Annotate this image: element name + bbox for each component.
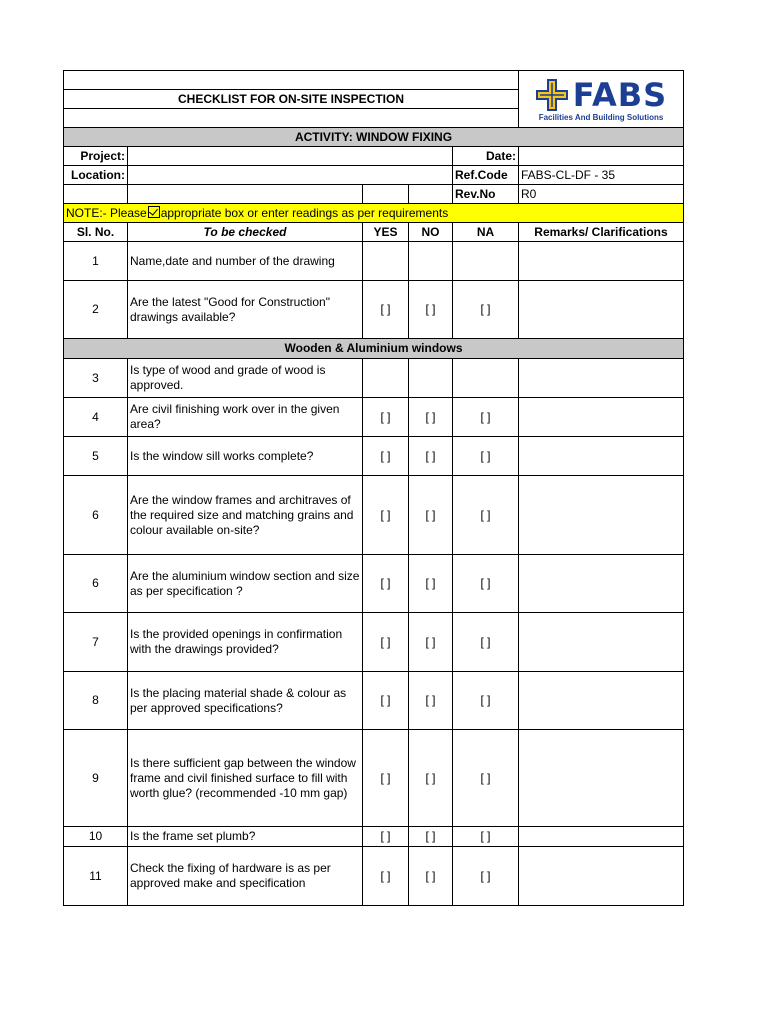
table-row — [64, 555, 684, 613]
location-label: Location: — [64, 166, 128, 185]
sl-number: 8 — [64, 672, 128, 730]
no-checkbox[interactable]: [ ] — [409, 827, 453, 847]
revno-label: Rev.No — [453, 185, 519, 204]
yes-checkbox[interactable]: [ ] — [363, 827, 409, 847]
na-checkbox[interactable]: [ ] — [453, 281, 519, 339]
col-header-item: To be checked — [128, 223, 363, 242]
refcode-value: FABS-CL-DF - 35 — [519, 166, 684, 185]
no-checkbox[interactable]: [ ] — [409, 672, 453, 730]
col-header-na: NA — [453, 223, 519, 242]
yes-checkbox[interactable]: [ ] — [363, 437, 409, 476]
col-header-sl: Sl. No. — [64, 223, 128, 242]
yes-checkbox[interactable] — [363, 242, 409, 281]
no-checkbox[interactable] — [409, 359, 453, 398]
table-row — [64, 827, 684, 847]
col-header-remarks: Remarks/ Clarifications — [519, 223, 684, 242]
blank-cell — [128, 185, 363, 204]
no-checkbox[interactable]: [ ] — [409, 730, 453, 827]
logo-wordmark: FABS — [572, 75, 668, 114]
table-row — [64, 613, 684, 672]
check-item-text: Is the window sill works complete? — [128, 437, 363, 476]
na-checkbox[interactable]: [ ] — [453, 398, 519, 437]
yes-checkbox[interactable]: [ ] — [363, 281, 409, 339]
date-field[interactable] — [519, 147, 684, 166]
sl-number: 7 — [64, 613, 128, 672]
remarks-field[interactable] — [519, 398, 684, 437]
na-checkbox[interactable]: [ ] — [453, 476, 519, 555]
na-checkbox[interactable] — [453, 242, 519, 281]
table-row — [64, 476, 684, 555]
check-item-text: Is the placing material shade & colour as per approved specifications? — [128, 672, 363, 730]
remarks-field[interactable] — [519, 827, 684, 847]
checkbox-checked-icon — [148, 206, 160, 218]
no-checkbox[interactable]: [ ] — [409, 281, 453, 339]
sl-number: 2 — [64, 281, 128, 339]
no-checkbox[interactable]: [ ] — [409, 476, 453, 555]
remarks-field[interactable] — [519, 730, 684, 827]
note-suffix: appropriate box or enter readings as per requirements — [160, 205, 449, 220]
remarks-field[interactable] — [519, 672, 684, 730]
activity-title: ACTIVITY: WINDOW FIXING — [64, 128, 684, 147]
check-item-text: Are the aluminium window section and size as per specification ? — [128, 555, 363, 613]
col-header-yes: YES — [363, 223, 409, 242]
remarks-field[interactable] — [519, 555, 684, 613]
na-checkbox[interactable]: [ ] — [453, 437, 519, 476]
yes-checkbox[interactable]: [ ] — [363, 847, 409, 906]
na-checkbox[interactable]: [ ] — [453, 827, 519, 847]
table-row — [64, 359, 684, 398]
check-item-text: Are the window frames and architraves of the required size and matching grains and colour available on-site? — [128, 476, 363, 555]
remarks-field[interactable] — [519, 437, 684, 476]
remarks-field[interactable] — [519, 476, 684, 555]
note-row — [64, 204, 684, 223]
na-checkbox[interactable]: [ ] — [453, 730, 519, 827]
remarks-field[interactable] — [519, 359, 684, 398]
sl-number: 5 — [64, 437, 128, 476]
project-label: Project: — [64, 147, 128, 166]
check-item-text: Name,date and number of the drawing — [128, 242, 363, 281]
na-checkbox[interactable]: [ ] — [453, 555, 519, 613]
header-blank-row-bottom — [64, 109, 519, 128]
check-item-text: Is there sufficient gap between the window frame and civil finished surface to fill with worth glue? (recommended -10 mm gap) — [128, 730, 363, 827]
yes-checkbox[interactable]: [ ] — [363, 730, 409, 827]
checklist-rows-bottom — [64, 359, 684, 906]
no-checkbox[interactable]: [ ] — [409, 847, 453, 906]
refcode-label: Ref.Code — [453, 166, 519, 185]
yes-checkbox[interactable]: [ ] — [363, 476, 409, 555]
na-checkbox[interactable] — [453, 359, 519, 398]
yes-checkbox[interactable]: [ ] — [363, 398, 409, 437]
inspection-checklist — [63, 70, 684, 906]
sl-number: 1 — [64, 242, 128, 281]
header-blank-row-top — [64, 71, 519, 90]
sl-number: 4 — [64, 398, 128, 437]
check-item-text: Is the provided openings in confirmation with the drawings provided? — [128, 613, 363, 672]
remarks-field[interactable] — [519, 281, 684, 339]
no-checkbox[interactable] — [409, 242, 453, 281]
note-prefix: NOTE:- Please — [66, 205, 147, 220]
table-row — [64, 281, 684, 339]
table-row — [64, 398, 684, 437]
na-checkbox[interactable]: [ ] — [453, 613, 519, 672]
cross-logo-icon — [535, 78, 569, 112]
check-item-text: Is the frame set plumb? — [128, 827, 363, 847]
checklist-rows-top — [64, 242, 684, 339]
blank-cell — [64, 185, 128, 204]
sl-number: 3 — [64, 359, 128, 398]
revno-value: R0 — [519, 185, 684, 204]
na-checkbox[interactable]: [ ] — [453, 847, 519, 906]
sl-number: 10 — [64, 827, 128, 847]
yes-checkbox[interactable]: [ ] — [363, 613, 409, 672]
table-row — [64, 730, 684, 827]
date-label: Date: — [453, 147, 519, 166]
check-item-text: Is type of wood and grade of wood is approved. — [128, 359, 363, 398]
remarks-field[interactable] — [519, 613, 684, 672]
blank-cell — [363, 185, 409, 204]
page-title: CHECKLIST FOR ON-SITE INSPECTION — [64, 90, 519, 109]
section-title: Wooden & Aluminium windows — [64, 339, 684, 359]
sl-number: 9 — [64, 730, 128, 827]
blank-cell — [409, 185, 453, 204]
yes-checkbox[interactable] — [363, 359, 409, 398]
no-checkbox[interactable]: [ ] — [409, 437, 453, 476]
check-item-text: Are civil finishing work over in the given area? — [128, 398, 363, 437]
project-field[interactable] — [128, 147, 453, 166]
logo — [519, 71, 684, 128]
no-checkbox[interactable]: [ ] — [409, 613, 453, 672]
check-item-text: Are the latest "Good for Construction" drawings available? — [128, 281, 363, 339]
sl-number: 11 — [64, 847, 128, 906]
check-item-text: Check the fixing of hardware is as per approved make and specification — [128, 847, 363, 906]
yes-checkbox[interactable]: [ ] — [363, 555, 409, 613]
sl-number: 6 — [64, 476, 128, 555]
yes-checkbox[interactable]: [ ] — [363, 672, 409, 730]
col-header-no: NO — [409, 223, 453, 242]
no-checkbox[interactable]: [ ] — [409, 398, 453, 437]
location-field[interactable] — [128, 166, 453, 185]
table-row — [64, 672, 684, 730]
no-checkbox[interactable]: [ ] — [409, 555, 453, 613]
remarks-field[interactable] — [519, 242, 684, 281]
na-checkbox[interactable]: [ ] — [453, 672, 519, 730]
remarks-field[interactable] — [519, 847, 684, 906]
table-row — [64, 847, 684, 906]
table-row — [64, 437, 684, 476]
table-row — [64, 242, 684, 281]
sl-number: 6 — [64, 555, 128, 613]
logo-subtitle: Facilities And Building Solutions — [538, 112, 664, 122]
